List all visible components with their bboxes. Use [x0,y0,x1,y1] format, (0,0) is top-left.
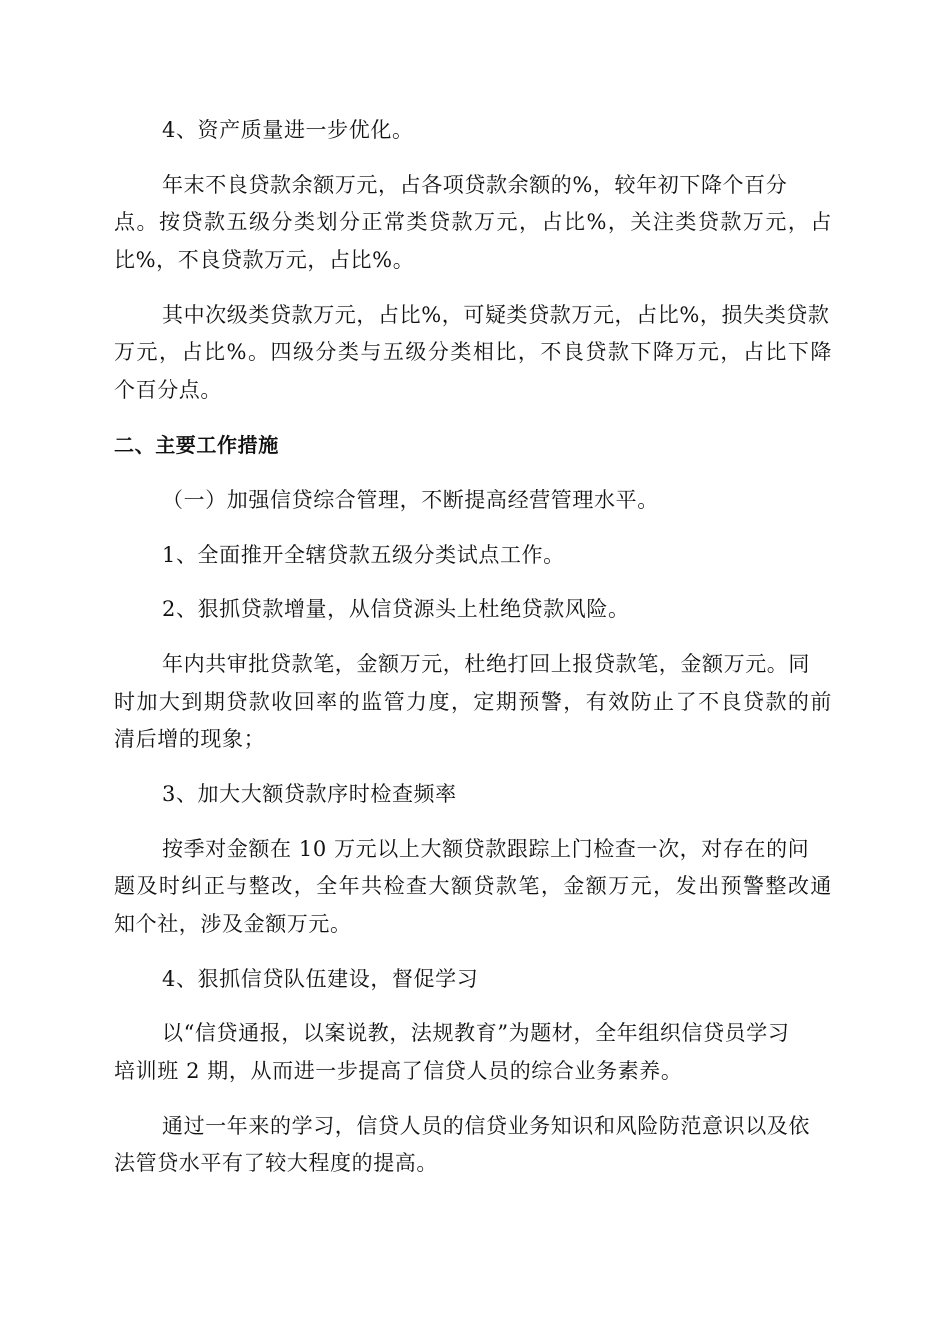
paragraph-line: 年末不良贷款余额万元，占各项贷款余额的%，较年初下降个百分 [162,173,788,197]
paragraph-line: 通过一年来的学习，信贷人员的信贷业务知识和风险防范意识以及依 [162,1114,810,1138]
paragraph-line: 比%，不良贷款万元，占比%。 [114,248,415,272]
paragraph-line: 知个社，涉及金额万元。 [114,912,352,936]
paragraph-line: 以“信贷通报，以案说教，法规教育”为题材，全年组织信贷员学习 [162,1021,790,1045]
paragraph-line: 个百分点。 [114,378,222,402]
subheading-asset-quality: 4、资产质量进一步优化。 [162,118,414,142]
paragraph-line: 点。按贷款五级分类划分正常类贷款万元，占比%，关注类贷款万元，占 [114,210,832,234]
paragraph-line: 清后增的现象； [114,727,266,751]
subsection-heading: （一）加强信贷综合管理，不断提高经营管理水平。 [162,488,659,512]
paragraph-line: 万元，占比%。四级分类与五级分类相比，不良贷款下降万元，占比下降 [114,340,832,364]
list-item-heading: 4、狠抓信贷队伍建设，督促学习 [162,967,479,991]
list-item-heading: 1、全面推开全辖贷款五级分类试点工作。 [162,543,565,567]
list-item-heading: 2、狠抓贷款增量，从信贷源头上杜绝贷款风险。 [162,597,630,621]
list-item-heading: 3、加大大额贷款序时检查频率 [162,782,457,806]
paragraph-line: 时加大到期贷款收回率的监管力度，定期预警，有效防止了不良贷款的前 [114,690,832,714]
paragraph-line: 培训班 2 期，从而进一步提高了信贷人员的综合业务素养。 [114,1059,683,1083]
paragraph-line: 题及时纠正与整改，全年共检查大额贷款笔，金额万元，发出预警整改通 [114,874,832,898]
paragraph-line: 按季对金额在 10 万元以上大额贷款跟踪上门检查一次，对存在的问 [162,837,810,861]
paragraph-line: 年内共审批贷款笔，金额万元，杜绝打回上报贷款笔，金额万元。同 [162,652,810,676]
section-heading-main-measures: 二、主要工作措施 [114,433,279,457]
paragraph-line: 其中次级类贷款万元，占比%，可疑类贷款万元，占比%，损失类贷款 [162,303,830,327]
paragraph-line: 法管贷水平有了较大程度的提高。 [114,1151,438,1175]
